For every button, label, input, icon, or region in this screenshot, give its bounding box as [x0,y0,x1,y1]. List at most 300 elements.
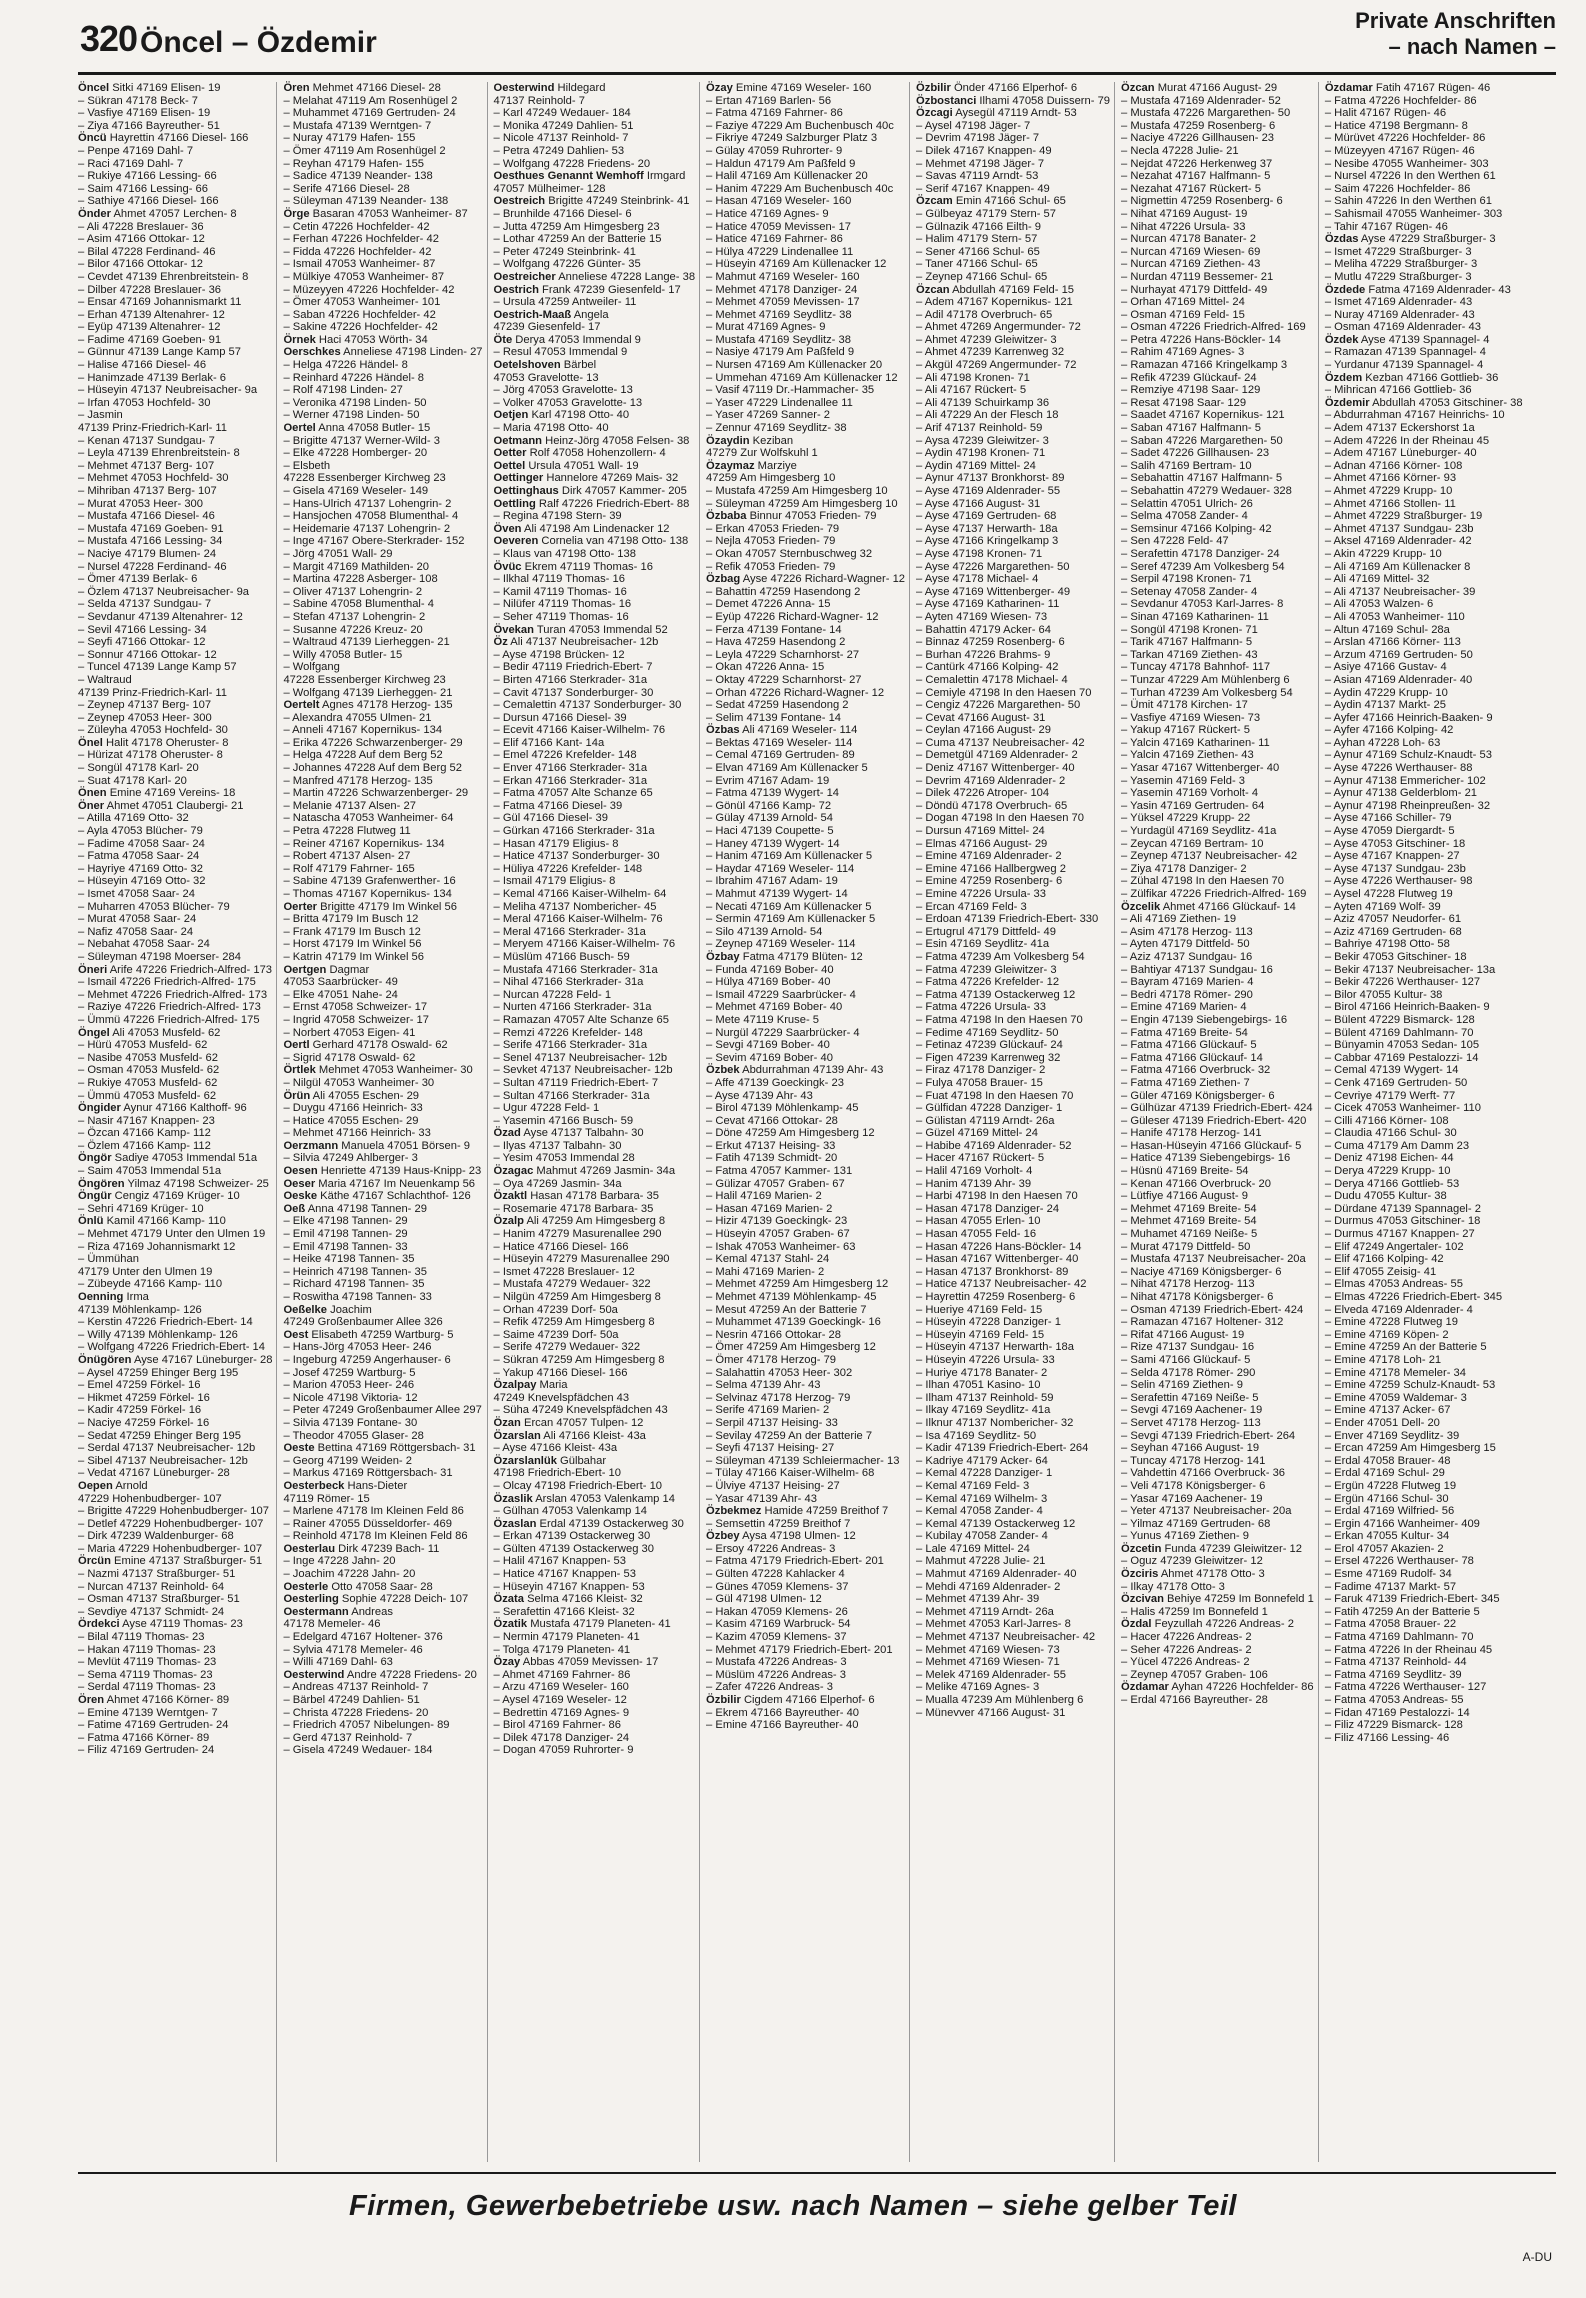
entry-text: Emine 47169 Vereins- 18 [106,787,236,800]
list-item [78,523,272,536]
list-item [283,951,482,964]
entry-text: Mustafa 47179 Planeten- 41 [527,1618,671,1631]
entry-text: – Süleyman 47139 Neander- 138 [283,195,449,208]
list-item [494,913,696,926]
entry-text: 47178 Memeler- 46 [283,1618,381,1631]
entry-text: – Hatice 47169 Agnes- 9 [706,207,829,220]
entry-text: – Willy 47139 Möhlenkamp- 126 [78,1328,238,1341]
entry-text: – Kazim 47059 Klemens- 37 [706,1631,847,1644]
list-item [1325,573,1523,586]
entry-text: – Emine 47166 Hallbergweg 2 [916,862,1066,875]
entry-text: – Brunhilde 47166 Diesel- 6 [493,207,632,220]
entry-text: – Turhan 47239 Am Volkesberg 54 [1121,686,1293,699]
list-item [1325,309,1523,322]
page-title: Öncel – Özdemir [140,26,377,59]
entry-text: – Emine 47178 Loh- 21 [1324,1353,1442,1366]
entry-text: – Osman 47137 Straßburger- 51 [78,1593,240,1606]
entry-text: Hasan 47178 Barbara- 35 [527,1190,659,1203]
entry-text: – Yüksel 47229 Krupp- 22 [1121,812,1251,825]
list-item [706,661,905,674]
entry-text: – Deniz 47198 Eichen- 44 [1324,1152,1454,1165]
list-item [916,1203,1110,1216]
entry-text: – Salih 47169 Bertram- 10 [1121,459,1252,472]
entry-text: – Bekir 47053 Gitschiner- 18 [1324,950,1467,963]
surname: Özcan [916,283,950,296]
list-item [494,712,696,725]
surname: Özbilir [916,82,951,94]
entry-text: – Mehmet 47137 Neubreisacher- 42 [916,1631,1096,1644]
entry-text: – Bärbel 47249 Dahlien- 51 [283,1694,420,1706]
entry-text: – Ayse 47139 Ahr- 43 [706,1089,813,1102]
entry-text: – Claudia 47166 Schul- 30 [1324,1127,1457,1140]
entry-text: – Zeynep 47137 Neubreisacher- 42 [1121,850,1298,863]
entry-text: – Cemal 47169 Gertruden- 89 [706,749,855,762]
entry-text: – Rosemarie 47178 Barbara- 35 [493,1202,654,1215]
section-title [1355,8,1556,60]
list-item [283,1744,482,1757]
entry-text: – Roswitha 47198 Tannen- 33 [283,1291,432,1303]
entry-text: – Ahmet 47137 Sundgau- 23b [1324,522,1474,535]
entry-text: – Ziya 47178 Danziger- 2 [1121,862,1247,875]
list-item [78,1077,272,1090]
list-item [706,158,905,171]
entry-text: Joachim [327,1303,372,1316]
list-item [1121,1190,1314,1203]
list-item [494,1593,696,1606]
entry-text: – Halil 47169 Am Küllenacker 20 [706,170,868,183]
list-item [916,208,1110,221]
list-item [916,724,1110,737]
list-item [706,132,905,145]
entry-text: – Eyüp 47139 Altenahrer- 12 [78,321,221,334]
list-item [1121,737,1314,750]
list-item [1121,699,1314,712]
list-item [78,1732,272,1745]
list-item [706,1329,905,1342]
entry-text: – Kadir 47139 Friedrich-Ebert- 264 [916,1442,1089,1455]
list-item [1325,498,1523,511]
entry-text: – Nihal 47166 Sterkrader- 31a [493,976,644,989]
entry-text: – Hürizat 47178 Oheruster- 8 [78,749,223,762]
entry-text: – Aksel 47169 Aldenrader- 42 [1324,535,1472,548]
list-item [916,145,1110,158]
directory-column [1121,82,1319,2162]
surname: Oettinghaus [493,485,559,497]
header-rule [78,72,1556,75]
entry-text: – Evrim 47167 Adam- 19 [706,774,830,787]
surname: Özay [493,1656,521,1669]
list-item [283,649,482,662]
list-item [1325,1228,1523,1241]
list-item [1121,233,1314,246]
list-item [916,1505,1110,1518]
list-item [706,1354,905,1367]
entry-text: – Suat 47178 Karl- 20 [78,774,187,787]
list-item [283,661,482,674]
list-item [1121,1152,1314,1165]
list-item [706,485,905,498]
list-item [706,724,905,737]
list-item [283,1127,482,1140]
list-item [916,447,1110,460]
entry-text: – Ahmet 47239 Gleiwitzer- 3 [916,333,1057,346]
list-item [283,964,482,977]
entry-text: – Nasir 47167 Knappen- 23 [78,1114,215,1127]
entry-text: – Osman 47169 Feld- 15 [1121,308,1245,321]
list-item [916,1152,1110,1165]
list-item [283,485,482,498]
entry-text: – Kasim 47169 Warbruck- 54 [706,1618,851,1631]
list-item [1325,1719,1523,1732]
list-item [1325,775,1523,788]
list-item [494,951,696,964]
entry-text: – Reyhan 47179 Hafen- 155 [283,157,425,170]
list-item [916,800,1110,813]
list-item [283,334,482,347]
entry-text: – Cevat 47166 Ottokar- 28 [706,1114,838,1127]
entry-text: – Sahismail 47055 Wanheimer- 303 [1324,207,1503,220]
entry-text: – Muharren 47053 Blücher- 79 [78,900,230,913]
entry-text: – Nafiz 47058 Saar- 24 [78,925,194,938]
list-item [494,258,696,271]
list-item [283,624,482,637]
entry-text: Murat 47166 August- 29 [1154,82,1278,94]
list-item [1325,384,1523,397]
entry-text: – Halil 47167 Knappen- 53 [493,1555,627,1568]
list-item [916,1442,1110,1455]
entry-text: – Saime 47239 Dorf- 50a [493,1328,619,1341]
entry-text: – Fatma 47239 Am Volkesberg 54 [916,950,1085,963]
list-item [916,951,1110,964]
list-item [283,1681,482,1694]
list-item [706,1467,905,1480]
list-item [1121,1530,1314,1543]
entry-text: – Okan 47057 Sternbuschweg 32 [706,547,873,560]
list-item [706,1266,905,1279]
entry-text: – Anneli 47167 Kopernikus- 134 [283,724,443,737]
list-item [916,1618,1110,1631]
list-item [283,1493,482,1506]
list-item [1121,812,1314,825]
entry-text: – Yakup 47167 Rückert- 5 [1121,724,1250,737]
list-item [78,1744,272,1757]
entry-text: – Sabine 47058 Blumenthal- 4 [283,598,434,611]
entry-text: – Zeynep 47166 Schul- 65 [916,270,1048,283]
list-item [78,1518,272,1531]
entry-text: – Gülistan 47119 Arndt- 26a [916,1114,1055,1127]
entry-text: – Cengiz 47226 Margarethen- 50 [916,699,1081,712]
entry-text: Halit 47178 Oheruster- 8 [102,736,229,749]
entry-text: – Mustafa 47279 Wedauer- 322 [493,1278,651,1291]
entry-text: – Rukiye 47053 Musfeld- 62 [78,1076,218,1089]
list-item [706,435,905,448]
list-item [78,1707,272,1720]
list-item [706,812,905,825]
list-item [283,926,482,939]
list-item [1121,1127,1314,1140]
list-item [78,309,272,322]
list-item [283,976,482,989]
list-item [1325,749,1523,762]
list-item [283,535,482,548]
entry-text: – Fadime 47169 Goeben- 91 [78,333,222,346]
entry-text: – Erdal 47058 Brauer- 48 [1324,1454,1451,1467]
list-item [283,384,482,397]
entry-text: – Emel 47226 Krefelder- 148 [493,749,637,762]
entry-text: Heinz-Jörg 47058 Felsen- 38 [542,434,690,447]
list-item [916,964,1110,977]
list-item [1325,1140,1523,1153]
list-item [78,1430,272,1443]
list-item [1121,913,1314,926]
list-item [916,1115,1110,1128]
entry-text: Abbas 47059 Mevissen- 17 [520,1656,659,1669]
list-item [283,1417,482,1430]
list-item [494,1442,696,1455]
surname: Özaydin [706,434,750,447]
entry-text: – Bahriye 47198 Otto- 58 [1324,938,1450,951]
list-item [494,561,696,574]
entry-text: – Yasar 47169 Aachener- 19 [1121,1492,1263,1505]
list-item [1121,1455,1314,1468]
entry-text: Ali 47166 Kleist- 43a [540,1429,646,1442]
list-item [1121,195,1314,208]
entry-text: – Murat 47179 Dittfeld- 50 [1121,1240,1251,1253]
entry-text: – Ilkhal 47119 Thomas- 16 [493,573,625,586]
entry-text: – Yeter 47137 Neubreisacher- 20a [1121,1505,1292,1518]
entry-text: – Emine 47059 Waldemar- 3 [1324,1391,1467,1404]
entry-text: – Mualla 47239 Am Mühlenberg 6 [916,1694,1084,1706]
list-item [1121,1618,1314,1631]
list-item [706,1102,905,1115]
list-item [1121,624,1314,637]
entry-text: – Hasan 47226 Hans-Böckler- 14 [916,1240,1082,1253]
entry-text: Bärbel [560,359,597,372]
entry-text: – Gülhan 47053 Valenkamp 14 [493,1505,647,1518]
entry-text: – Ümmü 47053 Musfeld- 62 [78,1089,217,1102]
list-item [1121,989,1314,1002]
entry-text: – Fatma 47169 Ziethen- 7 [1121,1076,1250,1089]
list-item [78,498,272,511]
entry-text: Ali 47053 Musfeld- 62 [109,1026,221,1039]
entry-text: – Ömer 47139 Berlak- 6 [78,573,198,586]
list-item [283,1077,482,1090]
list-item [78,548,272,561]
list-item [1325,510,1523,523]
list-item [494,1631,696,1644]
entry-text: – Ayse 47166 Kringelkamp 3 [916,535,1059,548]
list-item [916,1064,1110,1077]
entry-text: – Halil 47169 Marien- 2 [706,1190,822,1203]
list-item [1325,523,1523,536]
entry-text: – Fatma 47169 Breite- 54 [1121,1026,1248,1039]
surname: Oestreicher [493,270,556,283]
entry-text: – Ahmet 47166 Körner- 93 [1324,472,1457,485]
entry-text: – Hava 47259 Hasendong 2 [706,636,846,649]
list-item [1121,1291,1314,1304]
entry-text: – Burhan 47226 Brahms- 9 [916,648,1051,661]
entry-text: – Fatma 47166 Glückauf- 5 [1121,1039,1257,1052]
entry-text: – Saban 47167 Halfmann- 5 [1121,422,1261,435]
entry-text: – Hanim 47169 Am Küllenacker 5 [706,850,873,863]
list-item [494,1253,696,1266]
list-item [1325,1379,1523,1392]
entry-text: Irmgard [643,170,686,183]
list-item [1121,523,1314,536]
list-item [283,397,482,410]
list-item [706,926,905,939]
list-item [78,271,272,284]
entry-text: – Birol 47166 Heinrich-Baaken- 9 [1324,1001,1490,1014]
list-item [1325,938,1523,951]
list-item [494,271,696,284]
entry-text: – Maria 47229 Hohenbudberger- 107 [78,1542,263,1555]
list-item [78,1644,272,1657]
entry-text: – Filiz 47229 Bismarck- 128 [1324,1719,1463,1732]
entry-text: Abdullah 47169 Feld- 15 [949,283,1075,296]
entry-text: – Josef 47259 Wartburg- 5 [283,1366,416,1379]
list-item [283,233,482,246]
list-item [283,1354,482,1367]
entry-text: – Sevgi 47169 Aachener- 19 [1121,1404,1263,1417]
list-item [1121,95,1314,108]
entry-text: – Emine 47226 Ursula- 33 [916,888,1047,900]
entry-text: – Ergin 47166 Wanheimer- 409 [1324,1517,1480,1530]
list-item [706,1455,905,1468]
surname: Örge [283,207,310,220]
entry-text: – Songül 47198 Kronen- 71 [1121,623,1258,636]
list-item [706,1077,905,1090]
list-item [78,586,272,599]
entry-text: – Ingeburg 47259 Angerhauser- 6 [283,1353,451,1366]
list-item [1121,1417,1314,1430]
surname: Önder [78,207,111,220]
list-item [916,1241,1110,1254]
list-item [283,1241,482,1254]
list-item [494,1404,696,1417]
entry-text: – Ummehan 47169 Am Küllenacker 12 [706,371,898,384]
surname: Özalpay [493,1379,537,1392]
list-item [1121,1430,1314,1443]
list-item [283,195,482,208]
entry-text: – Hakan 47059 Klemens- 26 [706,1605,848,1618]
list-item [916,1140,1110,1153]
list-item [1325,372,1523,385]
list-item [1325,1392,1523,1405]
entry-text: – Hüseyin 47167 Knappen- 53 [493,1580,645,1593]
list-item [706,976,905,989]
entry-text: – Erika 47226 Schwarzenberger- 29 [283,736,463,749]
list-item [1325,624,1523,637]
list-item [494,863,696,876]
entry-text: – Vasfiye 47169 Elisen- 19 [78,107,211,120]
entry-text: – Nurcan 47169 Ziethen- 43 [1121,258,1261,271]
entry-text: – Yurdanur 47139 Spannagel- 4 [1324,359,1484,372]
surname: Oeste [283,1442,315,1455]
list-item [78,1341,272,1354]
entry-text: – Meliha 47137 Nombericher- 45 [493,900,657,913]
list-item [283,460,482,473]
list-item [283,132,482,145]
list-item [283,1656,482,1669]
list-item [1325,699,1523,712]
list-item [1121,359,1314,372]
list-item [1325,548,1523,561]
list-item [283,1581,482,1594]
surname: Oeser [283,1177,316,1190]
entry-text: – Cevriye 47179 Werft- 77 [1324,1089,1456,1102]
entry-text: – Birol 47169 Fahrner- 86 [493,1719,622,1732]
entry-text: – Ferza 47139 Fontane- 14 [706,623,842,636]
entry-text: – Hüseyin 47137 Herwarth- 18a [916,1341,1074,1354]
list-item [78,598,272,611]
list-item [78,120,272,133]
entry-text: – Riza 47169 Johannismarkt 12 [78,1240,236,1253]
entry-text: – Inge 47167 Obere-Sterkrader- 152 [283,535,465,548]
entry-text: – Mustafa 47166 Lessing- 34 [78,535,223,548]
entry-text: – Hasan 47169 Weseler- 160 [706,195,852,208]
list-item [706,901,905,914]
list-item [706,989,905,1002]
entry-text: Hildegard [554,82,606,94]
list-item [706,233,905,246]
list-item [494,901,696,914]
list-item [916,699,1110,712]
list-item [916,1694,1110,1707]
list-item [1325,1493,1523,1506]
surname: Oertelt [283,699,320,712]
surname: Oenning [78,1291,124,1303]
entry-text: – Devrim 47169 Aldenrader- 2 [916,774,1066,787]
list-item [706,687,905,700]
entry-text: – Ertan 47169 Barlen- 56 [706,94,832,107]
list-item [706,1644,905,1657]
entry-text: – Yalcin 47169 Katharinen- 11 [1121,736,1270,749]
list-item [916,1681,1110,1694]
entry-text: – Ekrem 47166 Bayreuther- 40 [706,1706,860,1719]
list-item [916,1581,1110,1594]
list-item [283,170,482,183]
list-item [916,334,1110,347]
list-item [78,661,272,674]
list-item [283,120,482,133]
surname: Oeske [283,1190,318,1203]
entry-text: – Hüseyin 47279 Masurenallee 290 [493,1253,670,1266]
list-item [706,107,905,120]
list-item [706,1341,905,1354]
entry-text: – Adem 47167 Lüneburger- 40 [1324,447,1477,460]
list-item [283,409,482,422]
entry-text: – Ömer 47259 Am Himgesberg 12 [706,1341,876,1354]
list-item [1121,1140,1314,1153]
entry-text: – Nejdat 47226 Herkenweg 37 [1121,157,1273,170]
list-item [494,1127,696,1140]
list-item [494,95,696,108]
list-item [916,636,1110,649]
list-item [1325,271,1523,284]
list-item [494,762,696,775]
entry-text: – Fatma 47137 Reinhold- 44 [1324,1656,1467,1669]
entry-text: – Britta 47179 Im Busch 12 [283,913,419,926]
list-item [706,1291,905,1304]
entry-text: – Mete 47119 Kruse- 5 [706,1013,820,1026]
entry-text: Haci 47053 Wörth- 34 [315,333,428,346]
list-item [916,1266,1110,1279]
list-item [78,1417,272,1430]
list-item [1325,1707,1523,1720]
list-item [283,208,482,221]
entry-text: – Sevgi 47139 Friedrich-Ebert- 264 [1121,1429,1296,1442]
